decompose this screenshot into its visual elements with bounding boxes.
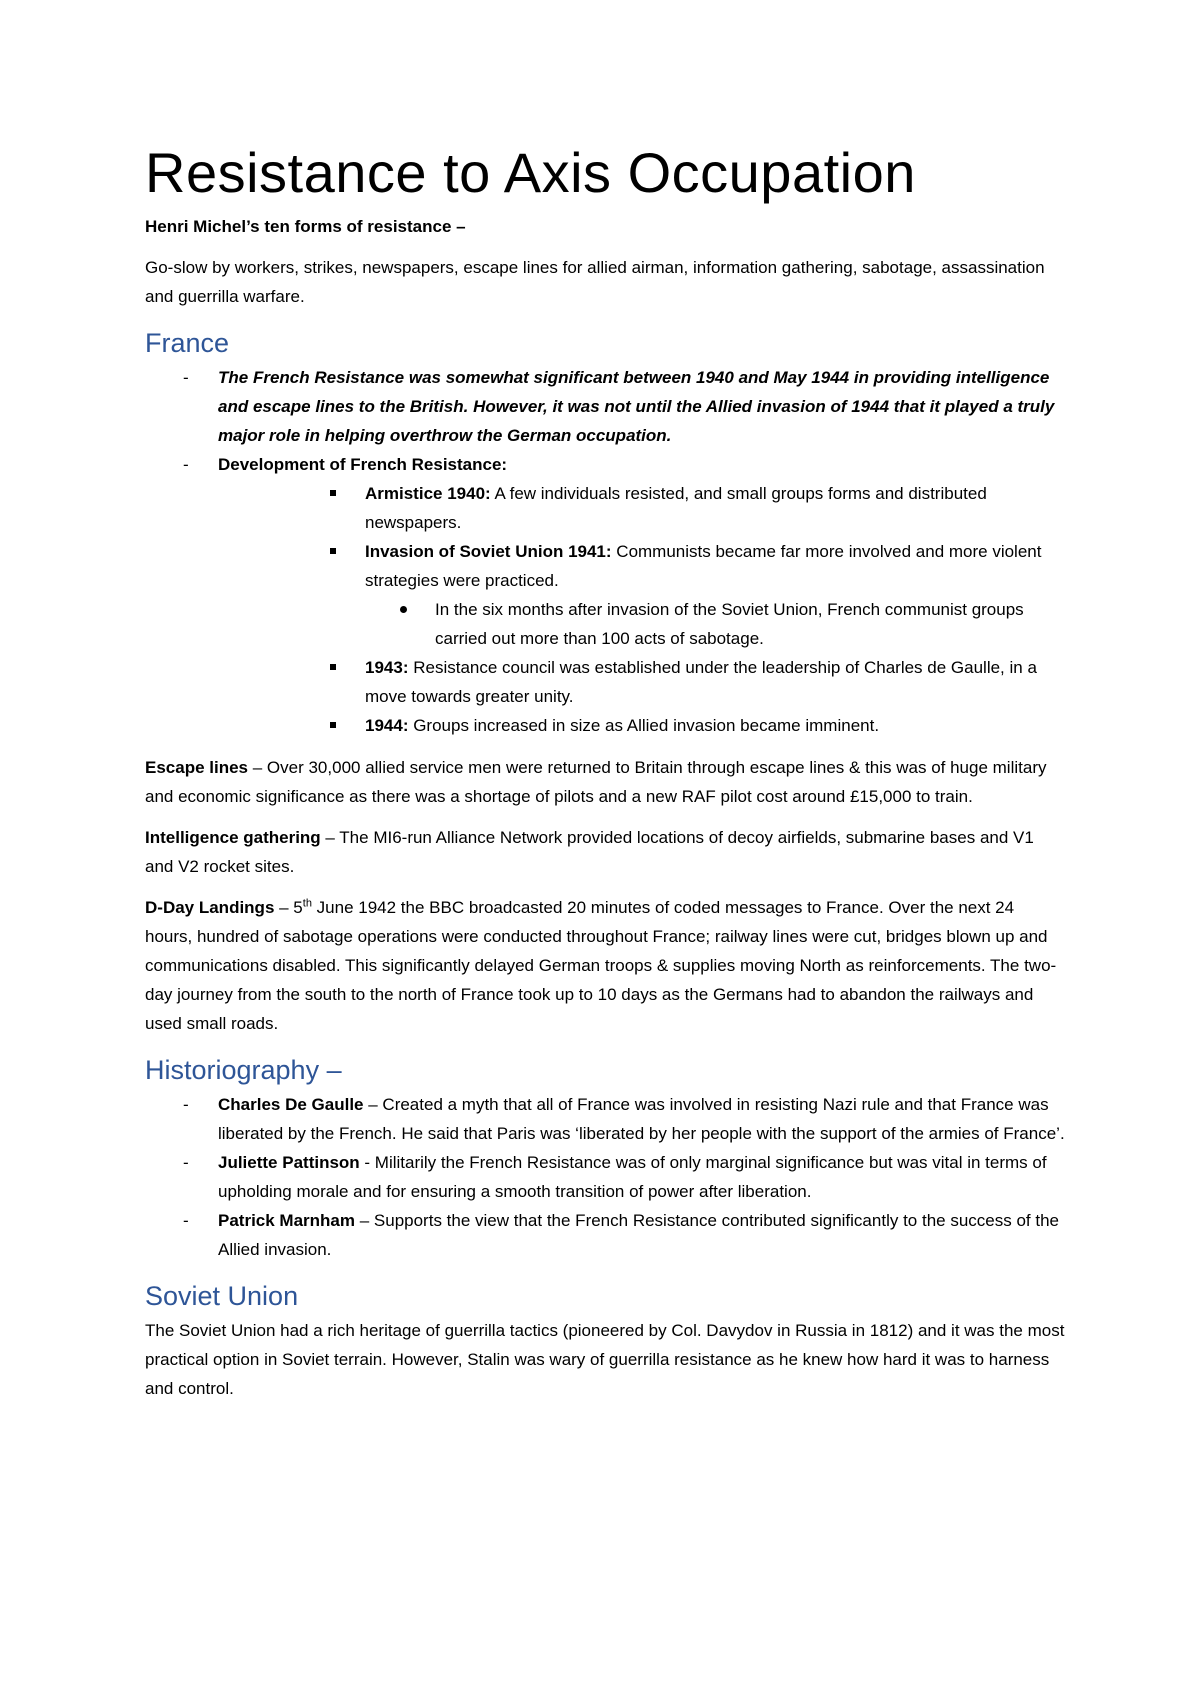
list-item: [145, 1090, 1065, 1148]
development-heading: Development of French Resistance:: [218, 455, 508, 474]
france-heading: France: [145, 328, 230, 358]
list-item: [145, 479, 1065, 537]
historian-name: Juliette Pattinson: [218, 1153, 360, 1172]
dday-prefix: – 5: [274, 898, 303, 917]
soviet-heading: Soviet Union: [145, 1281, 299, 1311]
dday-paragraph: [145, 893, 1065, 1038]
dday-label: D-Day Landings: [145, 898, 275, 917]
dash-bullet: -: [183, 1211, 189, 1230]
list-item: [145, 537, 1065, 595]
list-item: [145, 450, 1065, 479]
historian-view: - Militarily the French Resistance was of only marginal significance but was vital in terms of upholding morale and for ensuring a smooth transition of power after liberation.: [218, 1153, 1047, 1201]
list-item: [145, 595, 1065, 653]
dev-text: Resistance council was established under the leadership of Charles de Gaulle, in a move towards greater unity.: [365, 658, 1037, 706]
historian-name: Charles De Gaulle: [218, 1095, 364, 1114]
dev-text: A few individuals resisted, and small groups forms and distributed newspapers.: [365, 484, 987, 532]
dash-bullet: -: [183, 368, 189, 387]
dev-label: Invasion of Soviet Union 1941:: [365, 542, 612, 561]
dev-label: 1943:: [365, 658, 409, 677]
intelligence-paragraph: [145, 823, 1065, 881]
intro-text: Go-slow by workers, strikes, newspapers, escape lines for allied airman, information gathering, sabotage, assassination and guerrilla warfare.: [145, 258, 1045, 306]
dash-bullet: -: [183, 455, 189, 474]
square-bullet: [330, 664, 336, 670]
square-bullet: [330, 548, 336, 554]
list-item: [145, 711, 1065, 740]
dash-bullet: -: [183, 1153, 189, 1172]
intelligence-label: Intelligence gathering: [145, 828, 321, 847]
historian-name: Patrick Marnham: [218, 1211, 355, 1230]
dev-text: Groups increased in size as Allied invasion became imminent.: [408, 716, 880, 735]
dday-text: June 1942 the BBC broadcasted 20 minutes of coded messages to France. Over the next 24 hours, hundred of sabotage operations were conducted throughout France; railway lines were cut, bridges blown up and communications disabled. This significantly delayed German troops & supplies moving North as reinforcements. The two-day journey from the south to the north of France took up to 10 days as the Germans had to abandon the railways and used small roads.: [145, 898, 1057, 1033]
document-title: Resistance to Axis Occupation: [145, 141, 916, 204]
historian-view: – Created a myth that all of France was involved in resisting Nazi rule and that France was liberated by the French. He said that Paris was ‘liberated by her people with the support of the armies of France’.: [218, 1095, 1065, 1143]
escape-lines-label: Escape lines: [145, 758, 249, 777]
document-page: [145, 140, 1065, 1403]
dash-bullet: -: [183, 1095, 189, 1114]
intro-heading: Henri Michel’s ten forms of resistance –: [145, 217, 466, 236]
square-bullet: [330, 490, 336, 496]
dev-label: Armistice 1940:: [365, 484, 491, 503]
escape-lines-text: – Over 30,000 allied service men were returned to Britain through escape lines & this was of huge military and economic significance as there was a shortage of pilots and a new RAF pilot cost around £15,000 to train.: [145, 758, 1047, 806]
intelligence-text: – The MI6-run Alliance Network provided locations of decoy airfields, submarine bases and V1 and V2 rocket sites.: [145, 828, 1034, 876]
soviet-text: The Soviet Union had a rich heritage of guerrilla tactics (pioneered by Col. Davydov in Russia in 1812) and it was the most practical option in Soviet terrain. However, Stalin was wary of guerrilla resistance as he knew how hard it was to harness and control.: [145, 1321, 1065, 1398]
dot-bullet: [400, 606, 407, 613]
dev-text: Communists became far more involved and more violent strategies were practiced.: [365, 542, 1042, 590]
historiography-list: [145, 1090, 1065, 1264]
sub-bullet-text: In the six months after invasion of the Soviet Union, French communist groups carried out more than 100 acts of sabotage.: [435, 600, 1024, 648]
france-list: [145, 363, 1065, 740]
dev-label: 1944:: [365, 716, 409, 735]
list-item: [145, 363, 1065, 450]
dday-superscript: th: [302, 897, 312, 910]
square-bullet: [330, 722, 336, 728]
historiography-heading: Historiography –: [145, 1055, 342, 1085]
list-item: [145, 1206, 1065, 1264]
france-summary: The French Resistance was somewhat significant between 1940 and May 1944 in providing intelligence and escape lines to the British. However, it was not until the Allied invasion of 1944 that it played a truly major role in helping overthrow the German occupation.: [218, 368, 1055, 445]
list-item: [145, 653, 1065, 711]
escape-lines-paragraph: [145, 753, 1065, 811]
historian-view: – Supports the view that the French Resistance contributed significantly to the success of the Allied invasion.: [218, 1211, 1059, 1259]
list-item: [145, 1148, 1065, 1206]
